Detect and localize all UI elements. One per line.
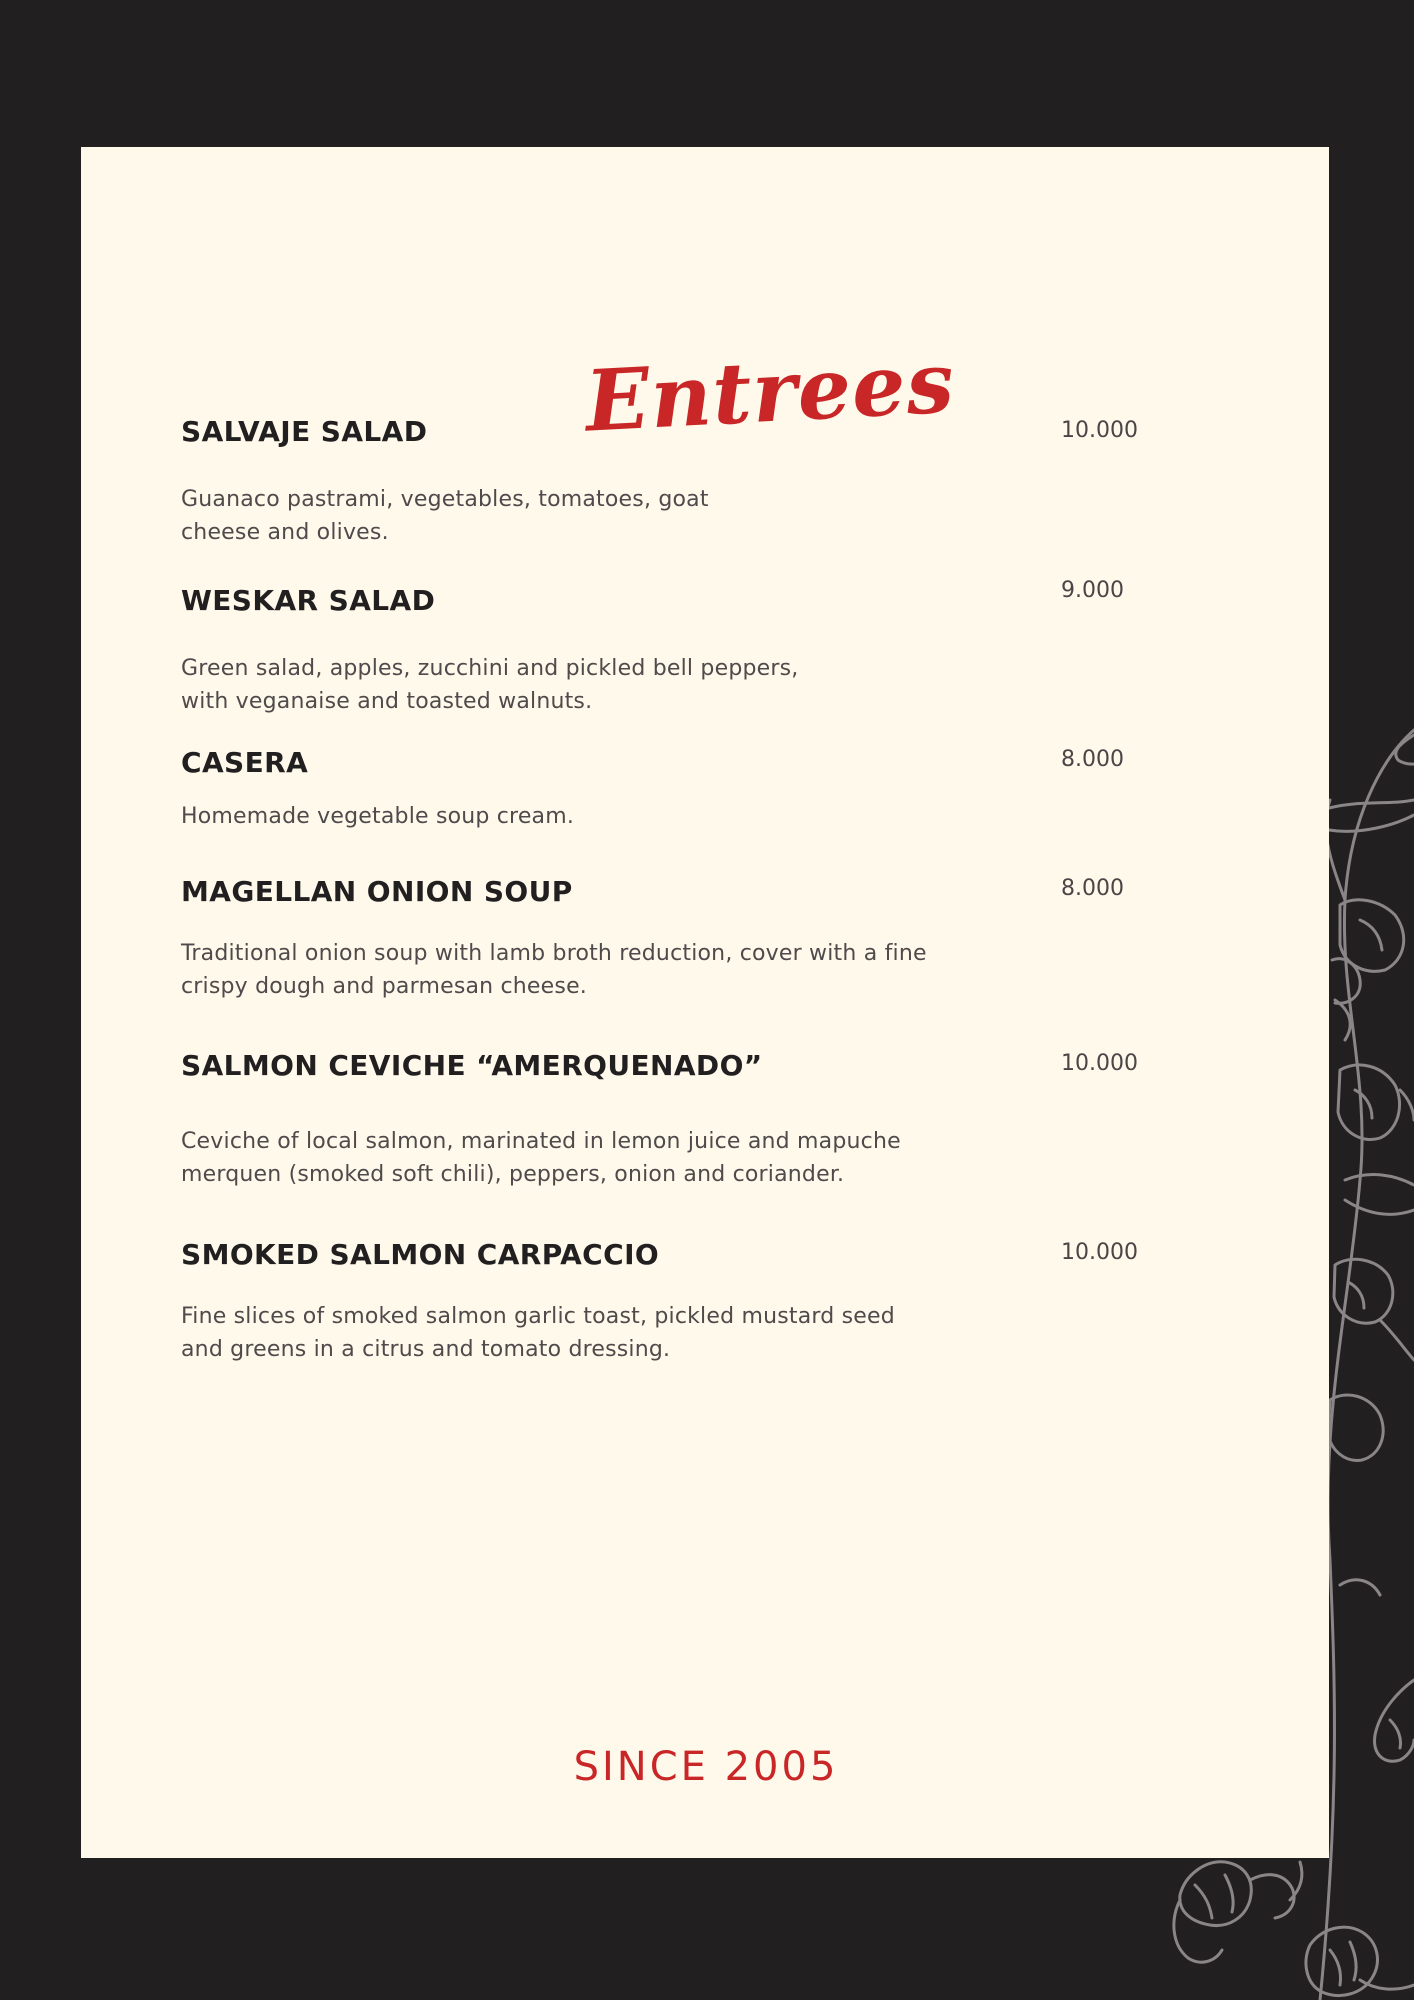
menu-title: Entrees <box>582 332 958 451</box>
item-name: WESKAR SALAD <box>181 584 436 617</box>
item-description-line: Homemade vegetable soup cream. <box>181 804 575 829</box>
item-description-line: cheese and olives. <box>181 520 389 545</box>
item-description <box>181 800 574 833</box>
item-name: MAGELLAN ONION SOUP <box>181 875 573 908</box>
item-description-line: Fine slices of smoked salmon garlic toast, pickled mustard seed <box>181 1304 895 1329</box>
item-description-line: Traditional onion soup with lamb broth reduction, cover with a fine <box>181 941 927 966</box>
item-name: CASERA <box>181 746 309 779</box>
item-price: 10.000 <box>1061 1051 1138 1076</box>
item-description-line: with veganaise and toasted walnuts. <box>181 689 593 714</box>
since-footer <box>0 1744 1413 1790</box>
item-name: SALMON CEVICHE “AMERQUENADO” <box>181 1049 763 1082</box>
item-description-line: and greens in a citrus and tomato dressing. <box>181 1337 671 1362</box>
item-description <box>181 1300 895 1366</box>
item-description <box>181 937 927 1003</box>
item-name: SALVAJE SALAD <box>181 415 428 448</box>
item-name: SMOKED SALMON CARPACCIO <box>181 1238 660 1271</box>
item-description-line: merquen (smoked soft chili), peppers, onion and coriander. <box>181 1162 845 1187</box>
item-description <box>181 1125 901 1191</box>
item-price: 9.000 <box>1061 578 1124 603</box>
item-description-line: Guanaco pastrami, vegetables, tomatoes, goat <box>181 487 709 512</box>
item-price: 8.000 <box>1061 876 1124 901</box>
item-description-line: Ceviche of local salmon, marinated in lemon juice and mapuche <box>181 1129 901 1154</box>
since-text: SINCE 2005 <box>573 1744 839 1790</box>
item-description <box>181 652 798 718</box>
item-price: 10.000 <box>1061 1240 1138 1265</box>
item-description-line: Green salad, apples, zucchini and pickled bell peppers, <box>181 656 799 681</box>
menu-card <box>81 147 1329 1858</box>
item-description <box>181 483 709 549</box>
item-description-line: crispy dough and parmesan cheese. <box>181 974 587 999</box>
item-price: 10.000 <box>1061 418 1138 443</box>
item-price: 8.000 <box>1061 747 1124 772</box>
